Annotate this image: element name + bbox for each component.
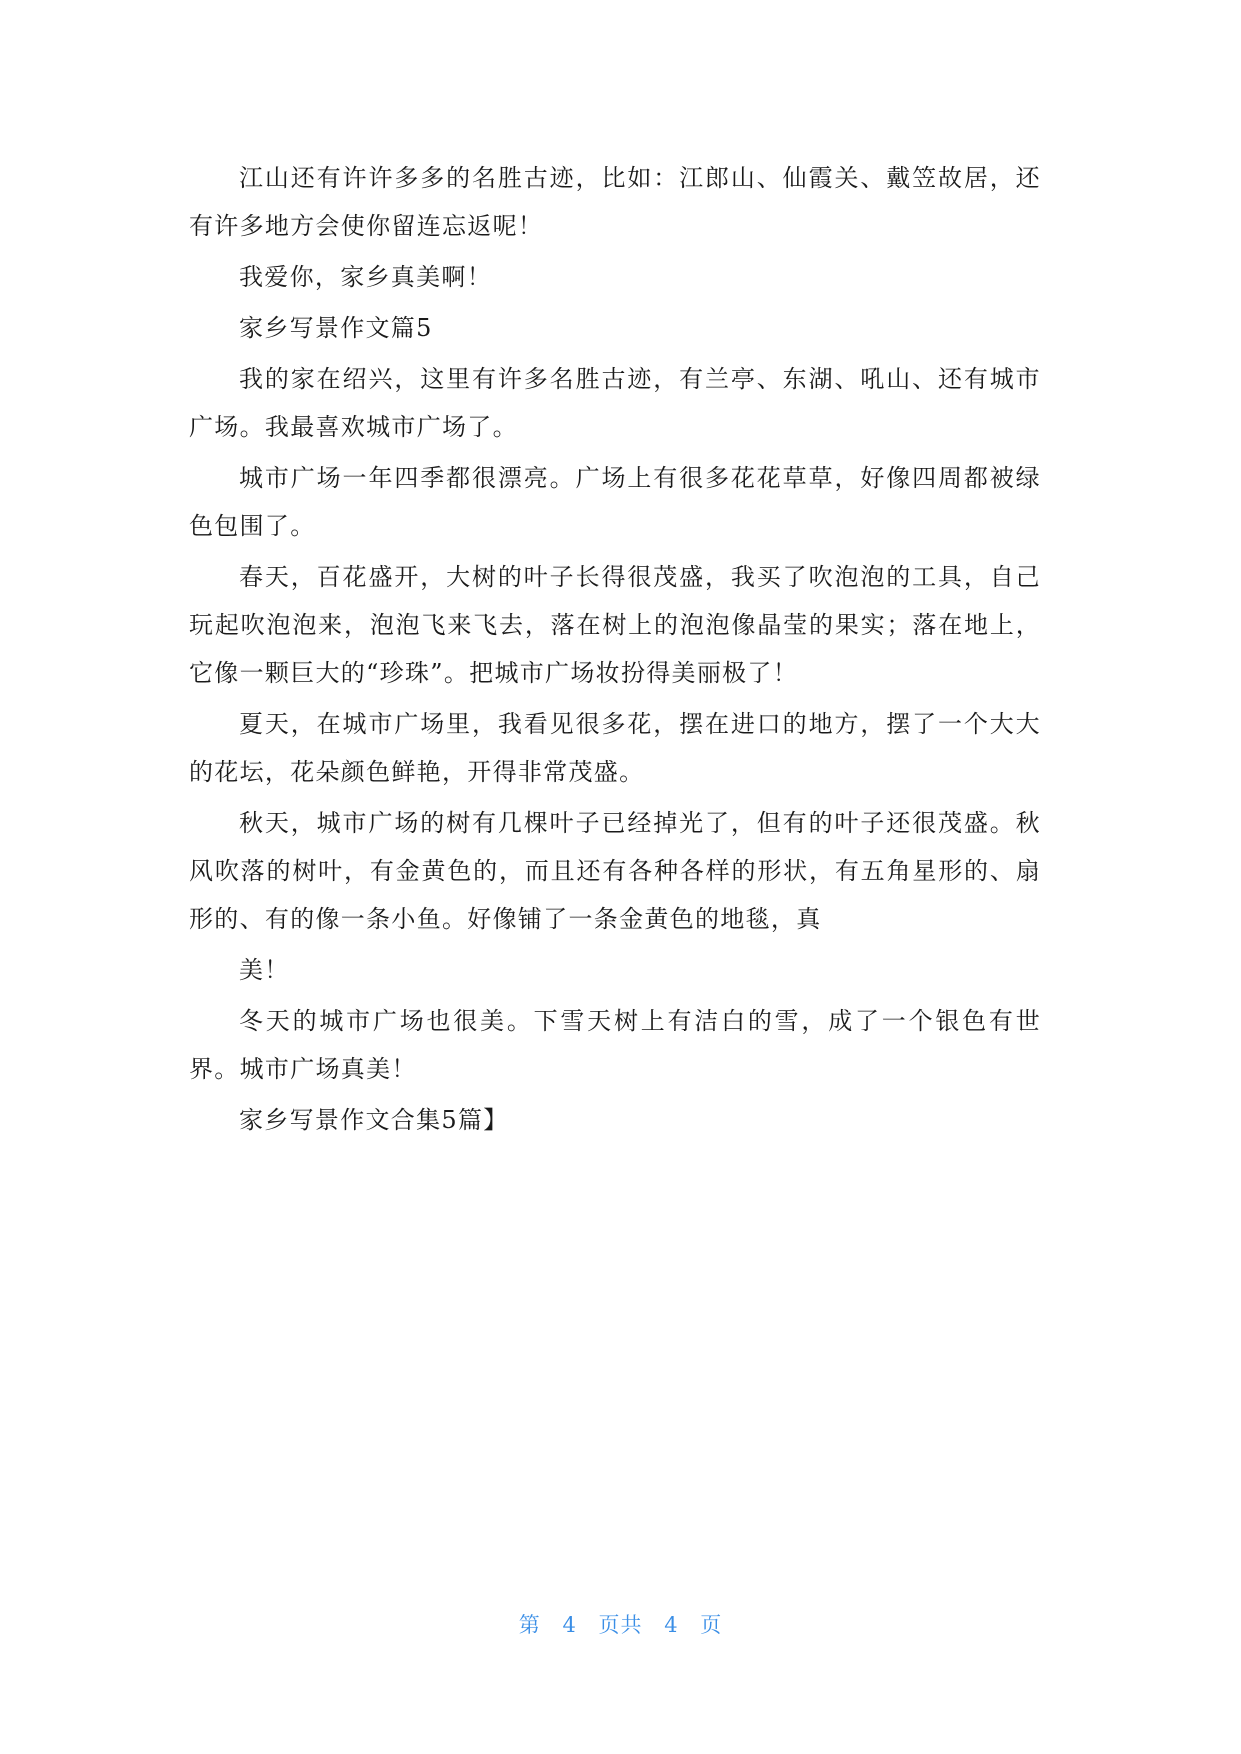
footer-page-label: 第 [518, 1613, 541, 1637]
footer-end-label: 页 [700, 1613, 723, 1637]
paragraph-4: 城市广场一年四季都很漂亮。广场上有很多花花草草，好像四周都被绿色包围了。 [189, 464, 1041, 540]
paragraph-1: 江山还有许许多多的名胜古迹，比如：江郎山、仙霞关、戴笠故居，还有许多地方会使你留连忘返呢！ [189, 164, 1041, 240]
footer-current-page: 4 [562, 1613, 577, 1637]
paragraph-3: 我的家在绍兴，这里有许多名胜古迹，有兰亭、东湖、吼山、还有城市广场。我最喜欢城市广场了。 [189, 365, 1041, 441]
paragraph-7: 秋天，城市广场的树有几棵叶子已经掉光了，但有的叶子还很茂盛。秋风吹落的树叶，有金黄色的，而且还有各种各样的形状，有五角星形的、扇形的、有的像一条小鱼。好像铺了一条金黄色的地毯，真 [189, 809, 1041, 933]
paragraph-5: 春天，百花盛开，大树的叶子长得很茂盛，我买了吹泡泡的工具，自己玩起吹泡泡来，泡泡飞来飞去，落在树上的泡泡像晶莹的果实；落在地上，它像一颗巨大的“珍珠”。把城市广场妆扮得美丽极了！ [189, 563, 1041, 687]
page-footer [0, 1609, 1241, 1639]
paragraph-8: 美！ [239, 956, 290, 984]
section-heading: 家乡写景作文篇5 [239, 314, 433, 342]
closing-line: 家乡写景作文合集5篇】 [239, 1106, 509, 1134]
document-body [189, 154, 1041, 1144]
paragraph-2: 我爱你，家乡真美啊！ [239, 263, 492, 291]
footer-of-label: 页共 [598, 1613, 643, 1637]
footer-total-pages: 4 [664, 1613, 679, 1637]
paragraph-6: 夏天，在城市广场里，我看见很多花，摆在进口的地方，摆了一个大大的花坛，花朵颜色鲜艳，开得非常茂盛。 [189, 710, 1041, 786]
paragraph-9: 冬天的城市广场也很美。下雪天树上有洁白的雪，成了一个银色有世界。城市广场真美！ [189, 1007, 1041, 1083]
